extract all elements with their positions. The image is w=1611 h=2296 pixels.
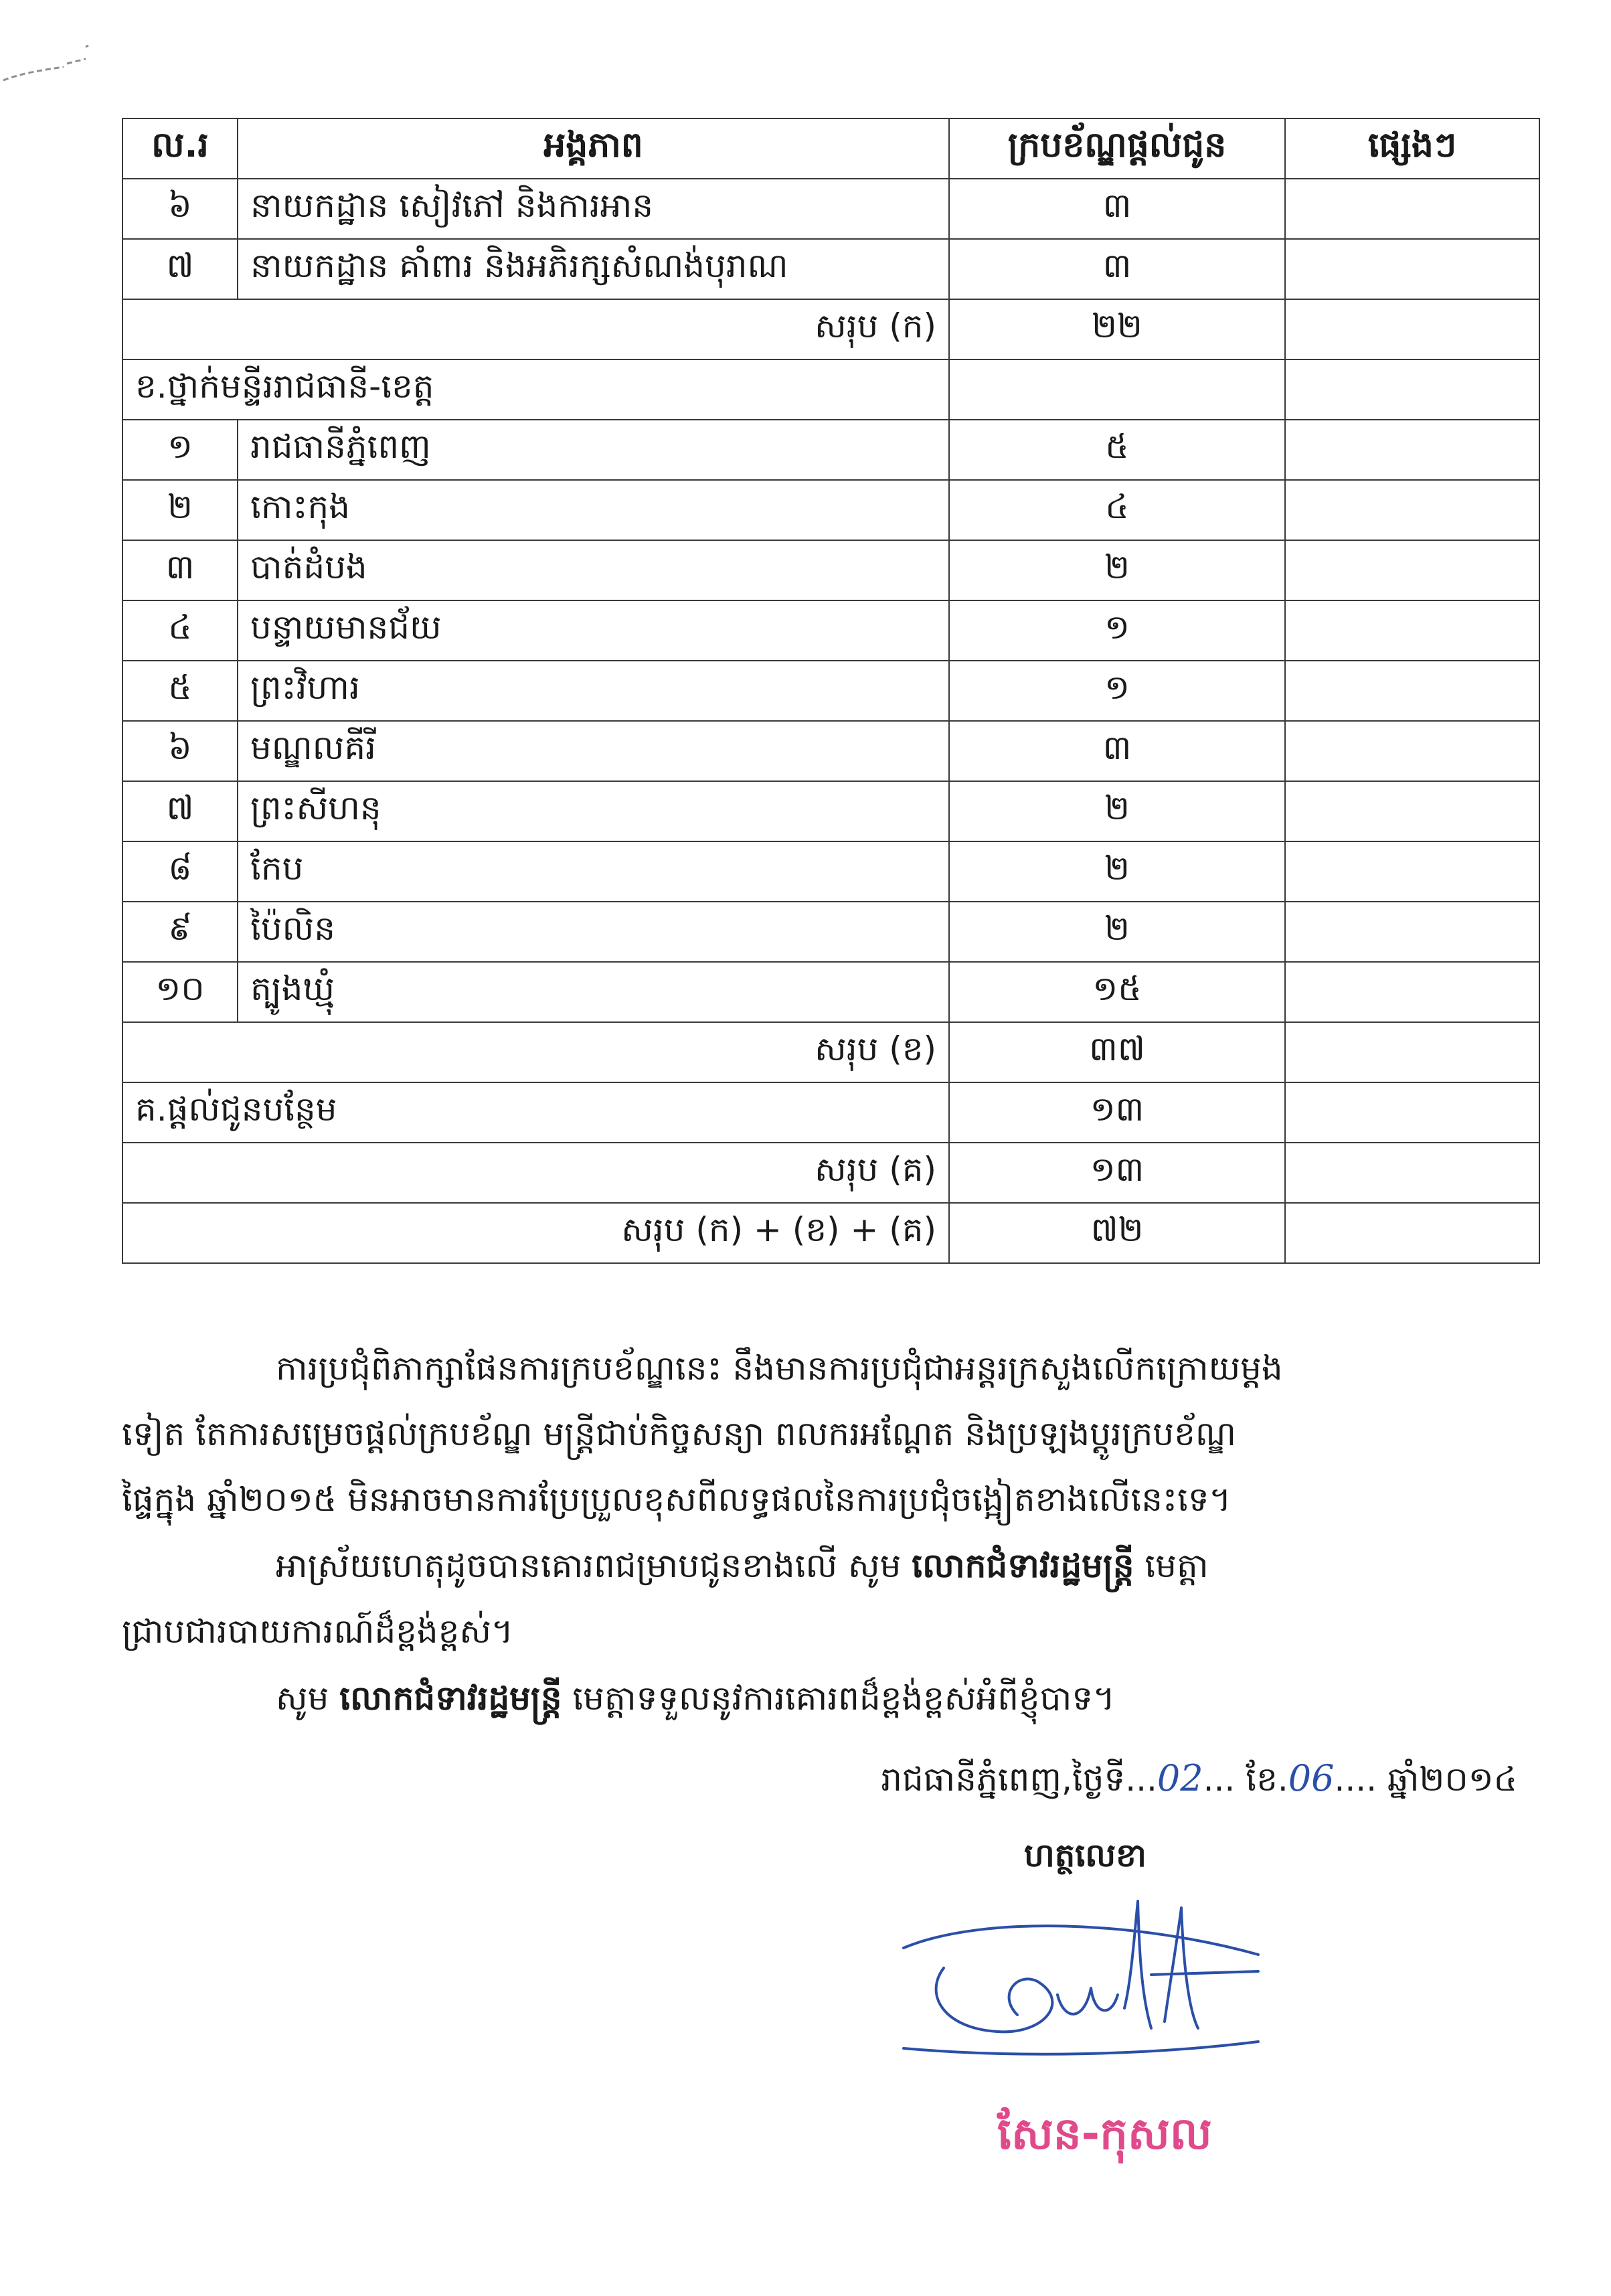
row-quota: ៣ — [949, 239, 1285, 299]
row-quota: ២ — [949, 540, 1285, 600]
paragraph-1-line: ការប្រជុំពិភាក្សាផែនការក្របខ័ណ្ឌនេះ នឹងមានការប្រជុំជាអន្តរក្រសួងលើកក្រោយម្តង — [276, 1349, 1283, 1388]
table-row — [122, 540, 1539, 600]
total-c-value: ១៣ — [949, 1143, 1285, 1203]
paragraph-3-text: សូម — [276, 1679, 340, 1718]
paragraph-2-line — [122, 1533, 1539, 1598]
paragraph-3-text: មេត្តាទទួលនូវការគោរពដ៏ខ្ពង់ខ្ពស់អំពីខ្ញុំបាទ។ — [562, 1679, 1115, 1718]
row-quota: ១ — [949, 661, 1285, 721]
row-quota: ២ — [949, 902, 1285, 962]
header-quota: ក្របខ័ណ្ឌផ្តល់ជូន — [949, 118, 1285, 179]
row-quota: ២ — [949, 841, 1285, 902]
row-other — [1285, 299, 1539, 359]
table-row — [122, 420, 1539, 480]
grand-total-value: ៧២ — [949, 1203, 1285, 1263]
date-dots: ... — [1125, 1760, 1157, 1799]
row-quota: ៣ — [949, 721, 1285, 781]
row-other — [1285, 1143, 1539, 1203]
row-number: ៩ — [122, 902, 238, 962]
total-a-value: ២២ — [949, 299, 1285, 359]
row-other — [1285, 781, 1539, 841]
row-entity: ព្រះសីហនុ — [238, 781, 949, 841]
paragraph-1-line: ផ្ទៃក្នុង ឆ្នាំ២០១៥ មិនអាចមានការប្រែប្រួលខុសពីលទ្ធផលនៃការប្រជុំចង្អៀតខាងលើនេះទេ។ — [122, 1480, 1232, 1519]
row-quota: ៣ — [949, 179, 1285, 239]
section-c-row — [122, 1082, 1539, 1143]
row-other — [1285, 540, 1539, 600]
date-day: 02 — [1157, 1757, 1203, 1799]
row-other — [1285, 359, 1539, 420]
row-number: ៣ — [122, 540, 238, 600]
row-number: ១ — [122, 420, 238, 480]
section-c-heading: គ.ផ្តល់ជូនបន្ថែម — [122, 1082, 949, 1143]
row-entity: កែប — [238, 841, 949, 902]
row-other — [1285, 600, 1539, 661]
row-quota: ៤ — [949, 480, 1285, 540]
row-number: ៤ — [122, 600, 238, 661]
row-entity: បាត់ដំបង — [238, 540, 949, 600]
row-entity: ត្បូងឃ្មុំ — [238, 962, 949, 1022]
total-b-label: សរុប (ខ) — [122, 1022, 949, 1082]
allocation-table — [122, 118, 1540, 1264]
header-other: ផ្សេងៗ — [1285, 118, 1539, 179]
grand-total-label: សរុប (ក) + (ខ) + (គ) — [122, 1203, 949, 1263]
date-line — [881, 1757, 1517, 1807]
row-quota: ១៥ — [949, 962, 1285, 1022]
row-entity: បន្ទាយមានជ័យ — [238, 600, 949, 661]
row-number: ២ — [122, 480, 238, 540]
section-b-heading: ខ.ថ្នាក់មន្ទីររាជធានី-ខេត្ត — [122, 359, 949, 420]
row-quota: ១ — [949, 600, 1285, 661]
row-number: ៦ — [122, 721, 238, 781]
date-month: 06 — [1288, 1757, 1335, 1799]
total-a-row — [122, 299, 1539, 359]
addressee-title: លោកជំទាវរដ្ឋមន្ត្រី — [339, 1679, 562, 1718]
addressee-title: លោកជំទាវរដ្ឋមន្ត្រី — [912, 1546, 1134, 1585]
date-year: ឆ្នាំ២០១៤ — [1387, 1760, 1517, 1799]
row-other — [1285, 420, 1539, 480]
total-a-label: សរុប (ក) — [122, 299, 949, 359]
table-row — [122, 661, 1539, 721]
table-row — [122, 239, 1539, 299]
row-other — [1285, 721, 1539, 781]
row-entity: មណ្ឌលគីរី — [238, 721, 949, 781]
row-number: ៧ — [122, 781, 238, 841]
table-row — [122, 179, 1539, 239]
row-entity: នាយកដ្ឋាន គាំពារ និងអភិរក្សសំណង់បុរាណ — [238, 239, 949, 299]
paragraph-2-line: ជ្រាបជារបាយការណ៍ដ៏ខ្ពង់ខ្ពស់។ — [122, 1612, 513, 1651]
row-other — [1285, 179, 1539, 239]
row-number: ៨ — [122, 841, 238, 902]
paragraph-2-text: មេត្តា — [1134, 1546, 1209, 1585]
date-dots: .... — [1334, 1760, 1387, 1799]
total-b-value: ៣៧ — [949, 1022, 1285, 1082]
row-other — [1285, 480, 1539, 540]
section-b-row — [122, 359, 1539, 420]
total-b-row — [122, 1022, 1539, 1082]
row-other — [1285, 1203, 1539, 1263]
row-other — [1285, 661, 1539, 721]
row-number: ៧ — [122, 239, 238, 299]
row-other — [1285, 962, 1539, 1022]
row-entity: កោះកុង — [238, 480, 949, 540]
row-other — [1285, 1022, 1539, 1082]
row-other — [1285, 841, 1539, 902]
signer-title: ហត្ថលេខា — [1024, 1837, 1147, 1874]
header-no: ល.រ — [122, 118, 238, 179]
row-quota: ៥ — [949, 420, 1285, 480]
section-c-quota: ១៣ — [949, 1082, 1285, 1143]
total-c-label: សរុប (គ) — [122, 1143, 949, 1203]
paragraph-2-text: អាស្រ័យហេតុដូចបានគោរពជម្រាបជូនខាងលើ សូម — [276, 1546, 912, 1585]
grand-total-row — [122, 1203, 1539, 1263]
table-row — [122, 781, 1539, 841]
row-other — [1285, 902, 1539, 962]
row-number: ៦ — [122, 179, 238, 239]
row-quota — [949, 359, 1285, 420]
header-entity: អង្គភាព — [238, 118, 949, 179]
table-row — [122, 902, 1539, 962]
table-row — [122, 841, 1539, 902]
row-entity: នាយកដ្ឋាន សៀវភៅ និងការអាន — [238, 179, 949, 239]
row-entity: រាជធានីភ្នំពេញ — [238, 420, 949, 480]
table-row — [122, 962, 1539, 1022]
total-c-row — [122, 1143, 1539, 1203]
table-row — [122, 600, 1539, 661]
row-number: ៥ — [122, 661, 238, 721]
row-entity: ព្រះវិហារ — [238, 661, 949, 721]
table-header-row — [122, 118, 1539, 179]
row-other — [1285, 239, 1539, 299]
signature — [883, 1894, 1285, 2075]
signer-name-stamp — [991, 2092, 1285, 2172]
row-entity: ប៉ៃលិន — [238, 902, 949, 962]
row-other — [1285, 1082, 1539, 1143]
paragraph-1 — [122, 1335, 1539, 1532]
paragraph-2 — [122, 1533, 1539, 1664]
row-number: ១០ — [122, 962, 238, 1022]
row-quota: ២ — [949, 781, 1285, 841]
paragraph-3-line — [122, 1665, 1539, 1731]
paragraph-3 — [122, 1665, 1539, 1731]
date-dots: ... — [1203, 1760, 1246, 1799]
paragraph-1-line: ទៀត តែការសម្រេចផ្តល់ក្របខ័ណ្ឌ មន្ត្រីជាប់កិច្ចសន្យា ពលករអណ្តែត និងប្រឡងប្តូរក្របខ័ណ្ឌ — [122, 1414, 1236, 1453]
date-month-label: ខែ — [1246, 1760, 1278, 1799]
date-dots: . — [1277, 1760, 1288, 1799]
table-row — [122, 480, 1539, 540]
date-prefix: រាជធានីភ្នំពេញ,ថ្ងៃទី — [881, 1760, 1126, 1799]
signer-name: សែន-កុសល — [997, 2108, 1212, 2159]
scan-artifact — [0, 20, 94, 94]
table-row — [122, 721, 1539, 781]
